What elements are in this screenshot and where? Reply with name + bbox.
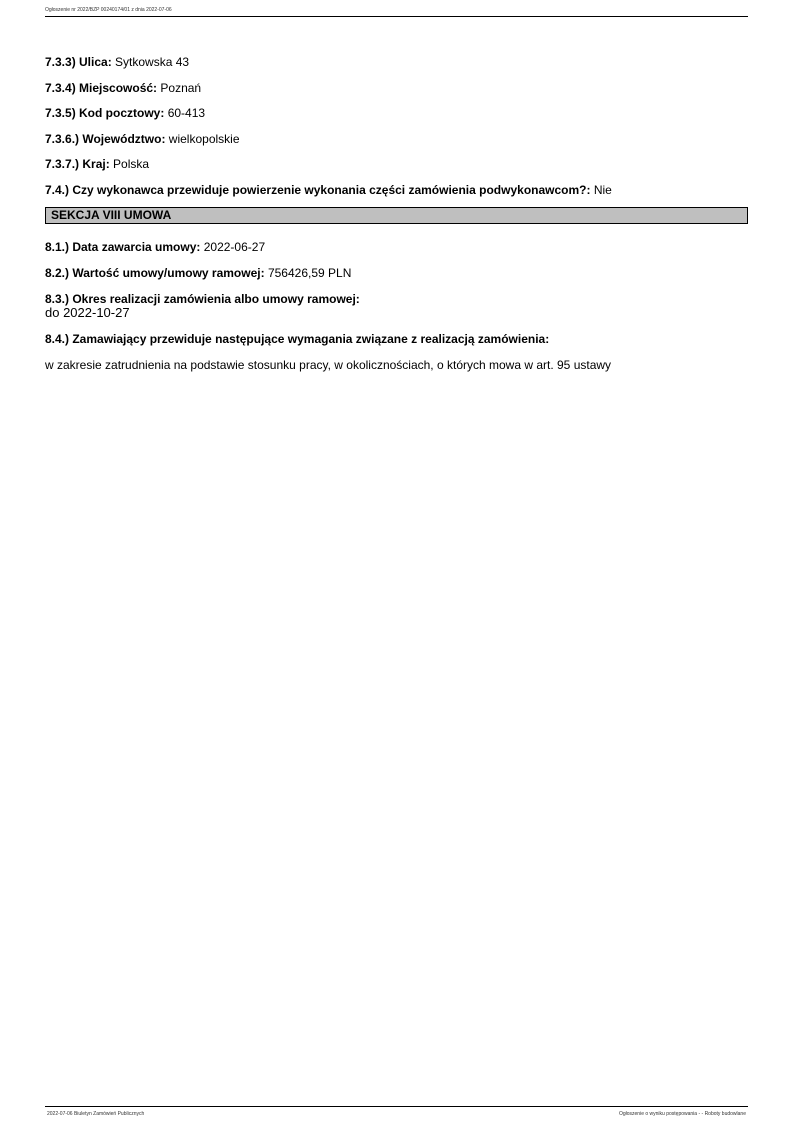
field-label: 7.3.6.) Województwo: — [45, 132, 166, 146]
field-value: 60-413 — [167, 106, 206, 120]
field-realization-value: do 2022-10-27 — [45, 305, 130, 320]
field-voivodeship — [45, 132, 240, 146]
section-header — [45, 207, 748, 224]
field-label: 7.3.7.) Kraj: — [45, 157, 110, 171]
field-label: 8.1.) Data zawarcia umowy: — [45, 240, 201, 254]
field-subcontracting — [45, 183, 612, 197]
field-requirements-label — [45, 332, 549, 346]
field-label: 7.3.3) Ulica: — [45, 55, 112, 69]
page-footer — [45, 1106, 748, 1117]
field-street — [45, 55, 189, 69]
section-title: SEKCJA VIII UMOWA — [51, 208, 172, 222]
field-value: Polska — [113, 157, 150, 171]
field-value: Nie — [593, 183, 612, 197]
field-contract-value — [45, 266, 351, 280]
footer-left-text: 2022-07-06 Biuletyn Zamówień Publicznych — [47, 1111, 145, 1117]
field-label: 8.4.) Zamawiający przewiduje następujące wymagania związane z realizacją zamówienia: — [45, 332, 550, 346]
field-value: 756426,59 PLN — [267, 266, 352, 280]
field-label: 7.3.4) Miejscowość: — [45, 81, 158, 95]
field-country — [45, 157, 149, 171]
field-label: 8.3.) Okres realizacji zamówienia albo umowy ramowej: — [45, 292, 360, 306]
field-label: 7.3.5) Kod pocztowy: — [45, 106, 165, 120]
field-realization-label — [45, 292, 360, 306]
field-label: 7.4.) Czy wykonawca przewiduje powierzenie wykonania części zamówienia podwykonawcom?: — [45, 183, 591, 197]
field-value: 2022-06-27 — [203, 240, 266, 254]
page-header — [45, 6, 748, 17]
field-contract-date — [45, 240, 265, 254]
footer-right-text: Ogłoszenie o wyniku postępowania - - Roboty budowlane — [618, 1111, 746, 1117]
header-text: Ogłoszenie nr 2022/BZP 00240174/01 z dnia 2022-07-06 — [45, 7, 172, 13]
field-city — [45, 81, 201, 95]
field-label: 8.2.) Wartość umowy/umowy ramowej: — [45, 266, 265, 280]
field-value: Poznań — [160, 81, 202, 95]
field-postal-code — [45, 106, 205, 120]
field-value: wielkopolskie — [168, 132, 240, 146]
requirements-text: w zakresie zatrudnienia na podstawie stosunku pracy, w okolicznościach, o których mowa w art. 95 ustawy — [45, 358, 612, 372]
field-value: Sytkowska 43 — [115, 55, 190, 69]
